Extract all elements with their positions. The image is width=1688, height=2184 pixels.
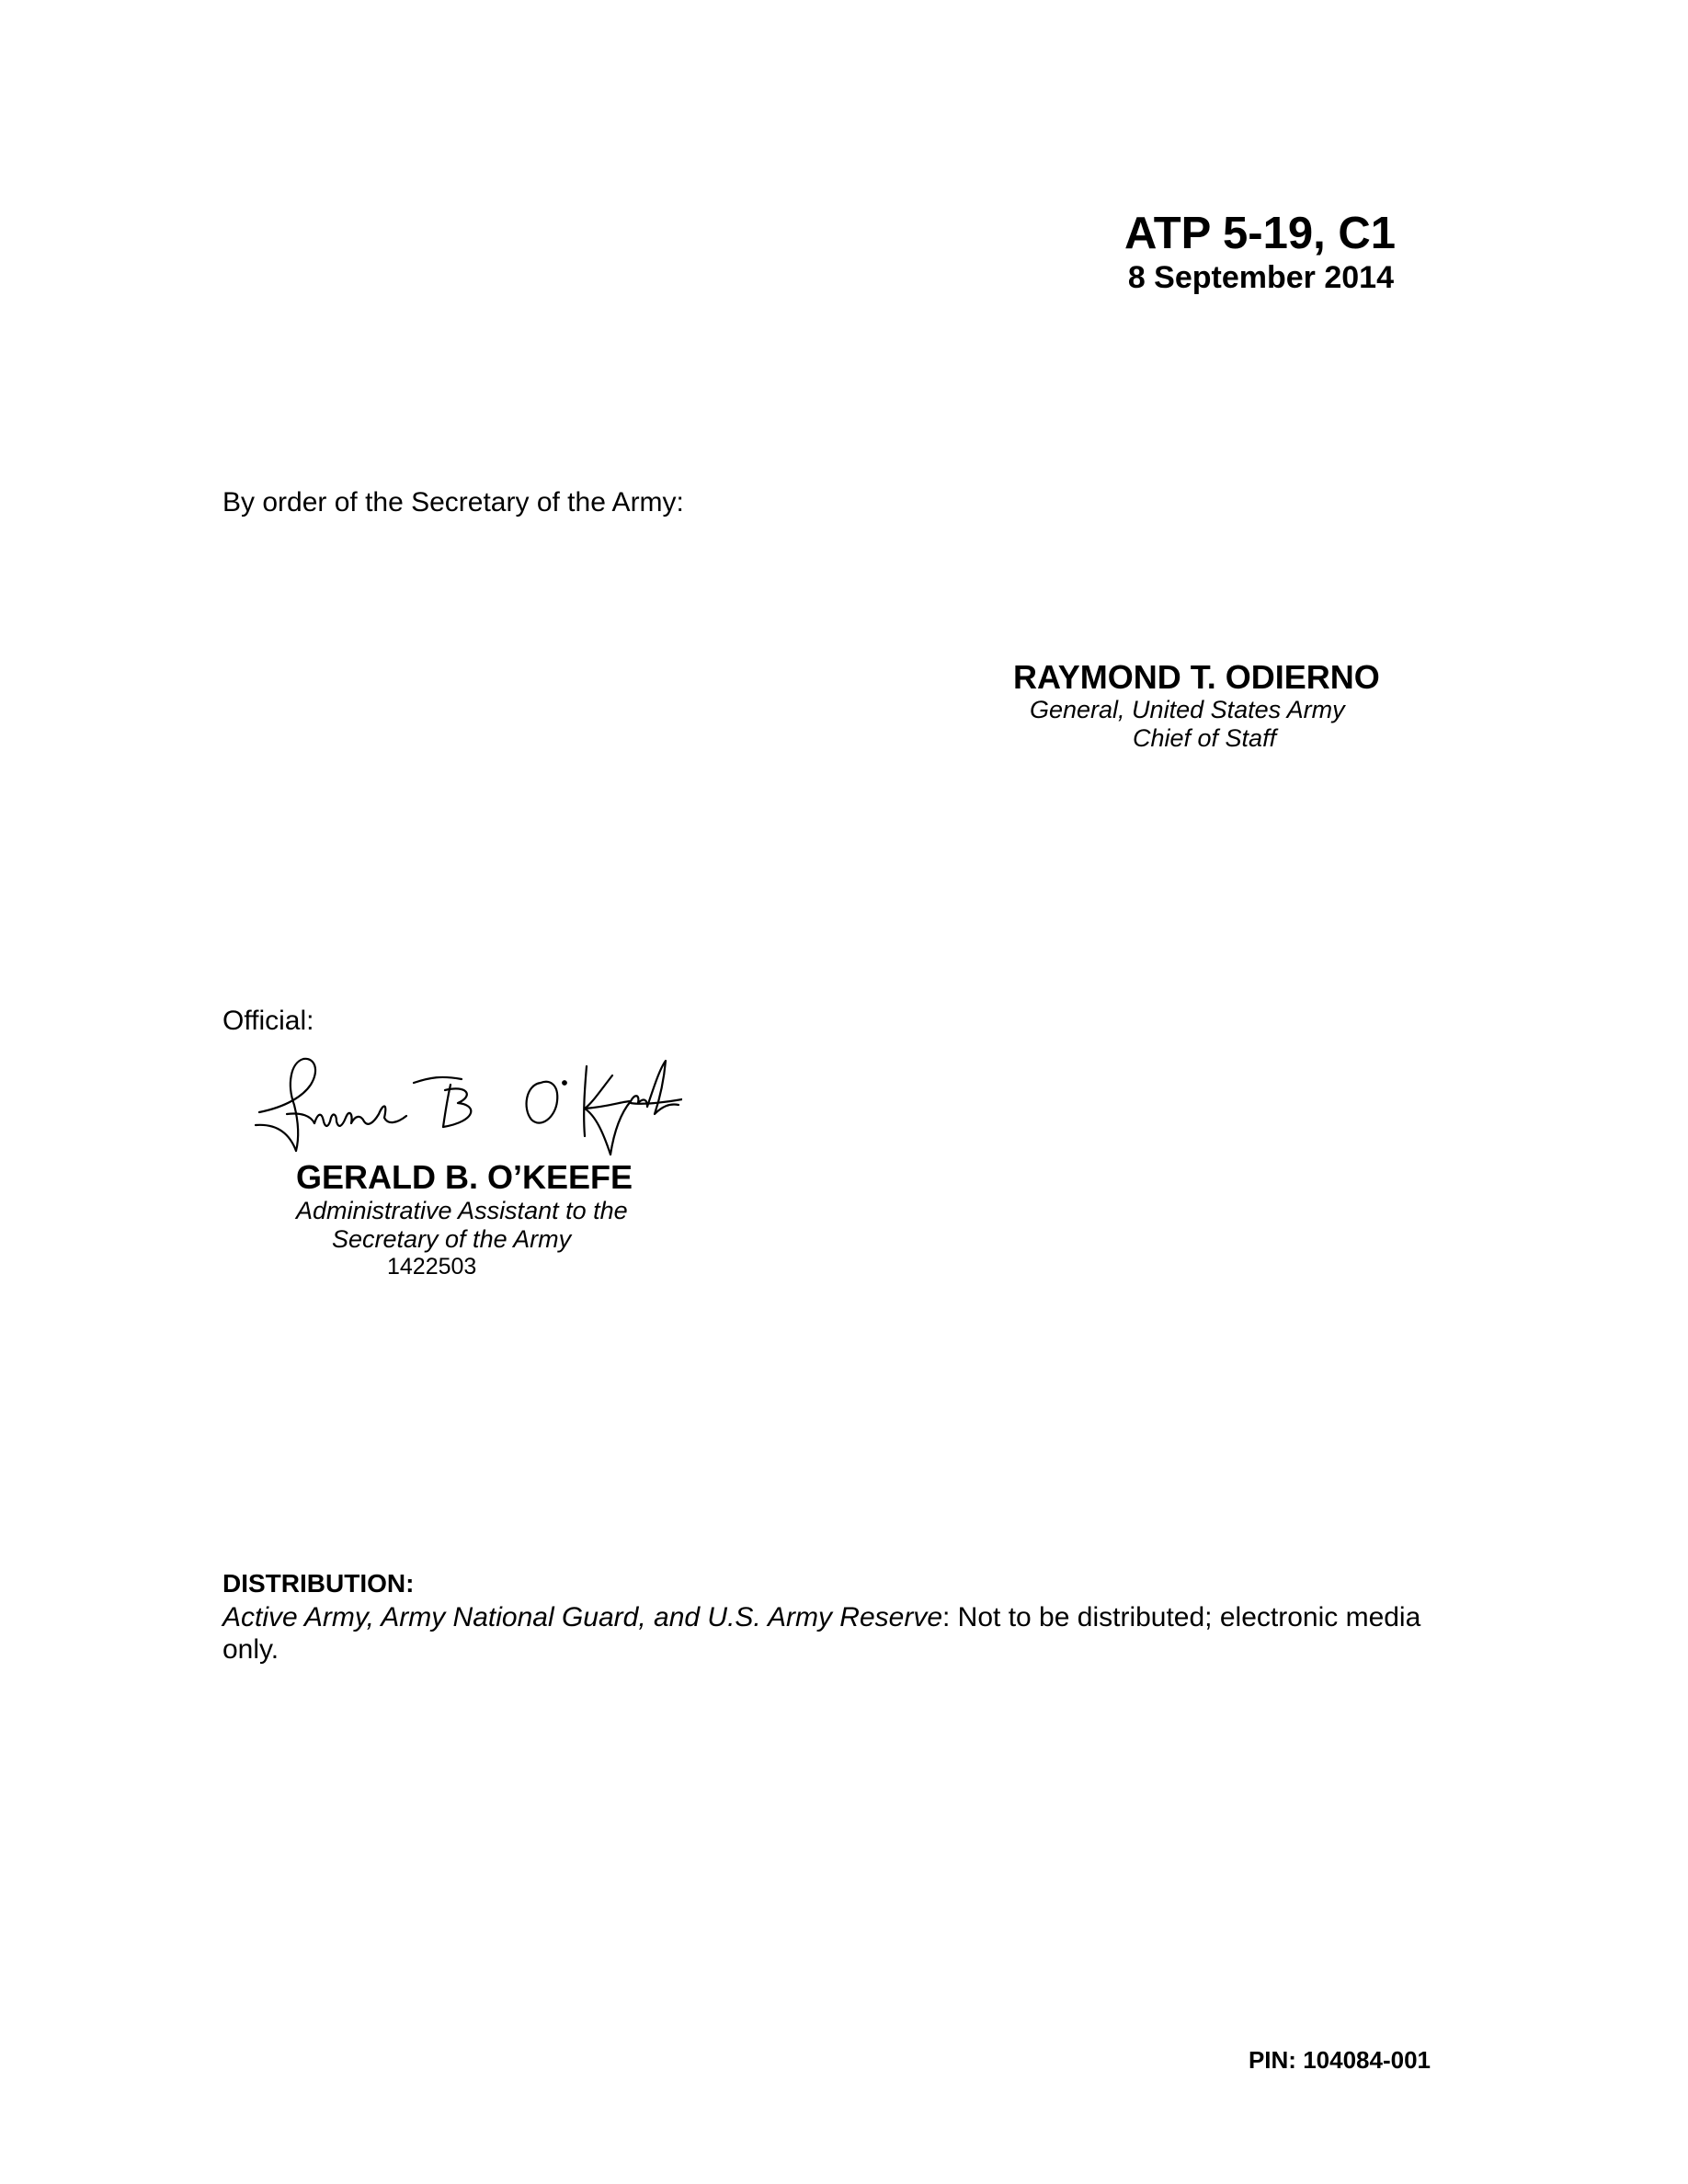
administrative-assistant-name: GERALD B. O’KEEFE [296,1158,633,1196]
distribution-recipients: Active Army, Army National Guard, and U.S. Army Reserve [222,1602,943,1632]
chief-of-staff-name: RAYMOND T. ODIERNO [1013,658,1380,696]
official-label: Official: [222,1006,314,1036]
distribution-instructions: : Not to be distributed; electronic media only. [222,1602,1421,1665]
pin-number: PIN: 104084-001 [1248,2046,1431,2074]
distribution-heading: DISTRIBUTION: [222,1569,415,1598]
chief-of-staff-rank: General, United States Army [1030,696,1345,723]
administrative-assistant-title-line1: Administrative Assistant to the [296,1197,628,1224]
administrative-assistant-title-line2: Secretary of the Army [332,1225,572,1253]
authentication-number: 1422503 [387,1254,477,1280]
publication-id: ATP 5-19, C1 [1123,209,1396,258]
signature-image [250,1048,682,1156]
distribution-statement [222,1601,1454,1666]
publication-date: 8 September 2014 [1127,260,1394,295]
authority-statement: By order of the Secretary of the Army: [222,487,684,518]
chief-of-staff-position: Chief of Staff [1133,724,1277,752]
